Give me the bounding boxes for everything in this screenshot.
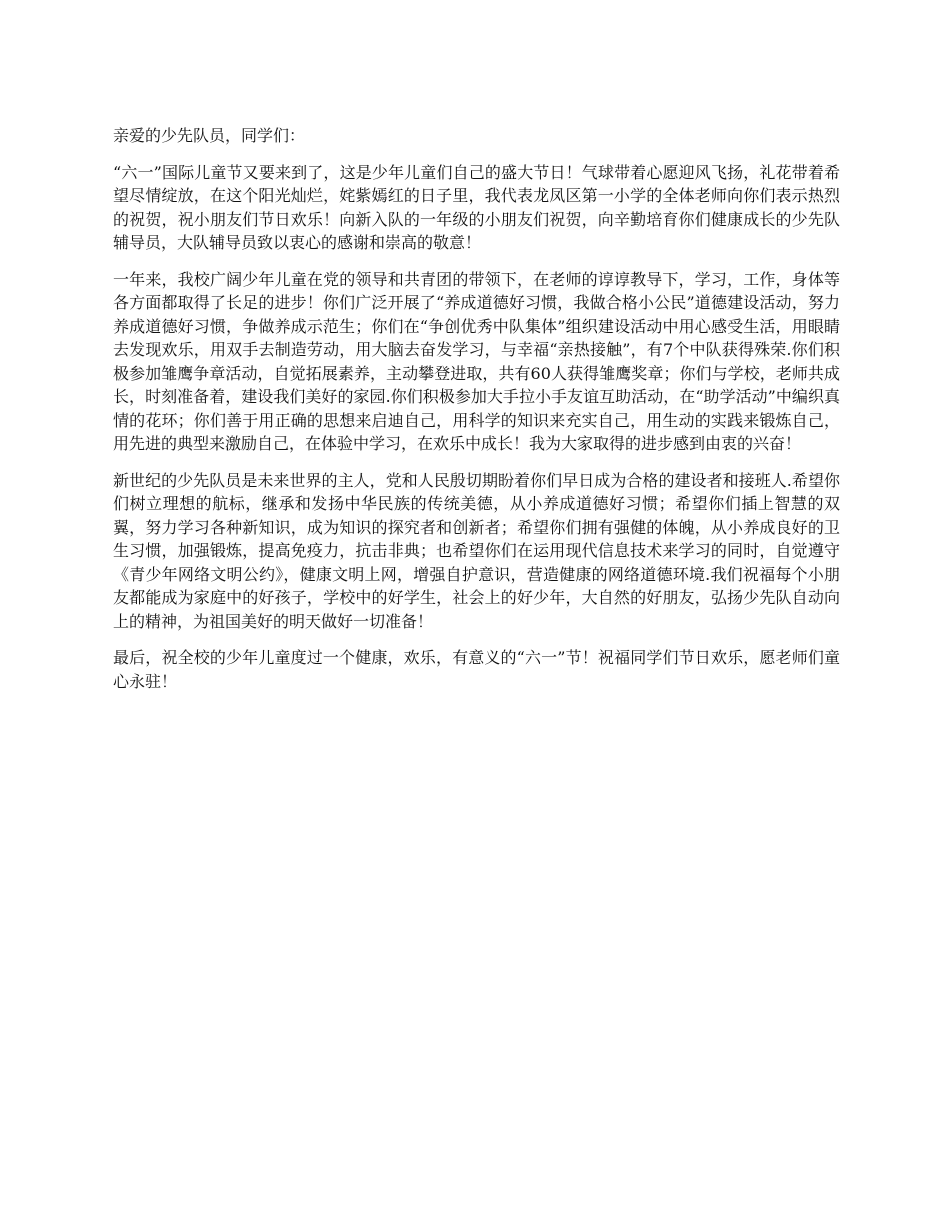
paragraph-achievements: 一年来，我校广阔少年儿童在党的领导和共青团的带领下，在老师的谆谆教导下，学习，工作，身体等各方面都取得了长足的进步！你们广泛开展了“养成道德好习惯，我做合格小公民”道德建设活动，努力养成道德好习惯，争做养成示范生；你们在“争创优秀中队集体”组织建设活动中用心感受生活，用眼睛去发现欢乐，用双手去制造劳动，用大脑去奋发学习，与幸福“亲热接触”，有7个中队获得殊荣.你们积极参加雏鹰争章活动，自觉拓展素养，主动攀登进取，共有60人获得雏鹰奖章；你们与学校，老师共成长，时刻准备着，建设我们美好的家园.你们积极参加大手拉小手友谊互助活动，在“助学活动”中编织真情的花环；你们善于用正确的思想来启迪自己，用科学的知识来充实自己，用生动的实践来锻炼自己，用先进的典型来激励自己，在体验中学习，在欢乐中成长！我为大家取得的进步感到由衷的兴奋！ — [113, 269, 840, 453]
greeting-line: 亲爱的少先队员，同学们： — [113, 126, 306, 145]
paragraph-hopes: 新世纪的少先队员是未来世界的主人，党和人民殷切期盼着你们早日成为合格的建设者和接班人.希望你们树立理想的航标，继承和发扬中华民族的传统美德，从小养成道德好习惯；希望你们插上智慧的双翼，努力学习各种新知识，成为知识的探究者和创新者；希望你们拥有强健的体魄，从小养成良好的卫生习惯，加强锻炼，提高免疫力，抗击非典；也希望你们在运用现代信息技术来学习的同时，自觉遵守《青少年网络文明公约》，健康文明上网，增强自护意识，营造健康的网络道德环境.我们祝福每个小朋友都能成为家庭中的好孩子，学校中的好学生，社会上的好少年，大自然的好朋友，弘扬少先队自动向上的精神，为祖国美好的明天做好一切准备！ — [113, 470, 840, 631]
paragraph-closing: 最后，祝全校的少年儿童度过一个健康，欢乐，有意义的“六一”节！祝福同学们节日欢乐，愿老师们童心永驻！ — [113, 648, 840, 691]
paragraph-opening: “六一”国际儿童节又要来到了，这是少年儿童们自己的盛大节日！气球带着心愿迎风飞扬，礼花带着希望尽情绽放，在这个阳光灿烂，姹紫嫣红的日子里，我代表龙凤区第一小学的全体老师向你们表示热烈的祝贺，祝小朋友们节日欢乐！向新入队的一年级的小朋友们祝贺，向辛勤培育你们健康成长的少先队辅导员，大队辅导员致以衷心的感谢和崇高的敬意！ — [113, 162, 840, 252]
speech-body — [113, 124, 840, 706]
